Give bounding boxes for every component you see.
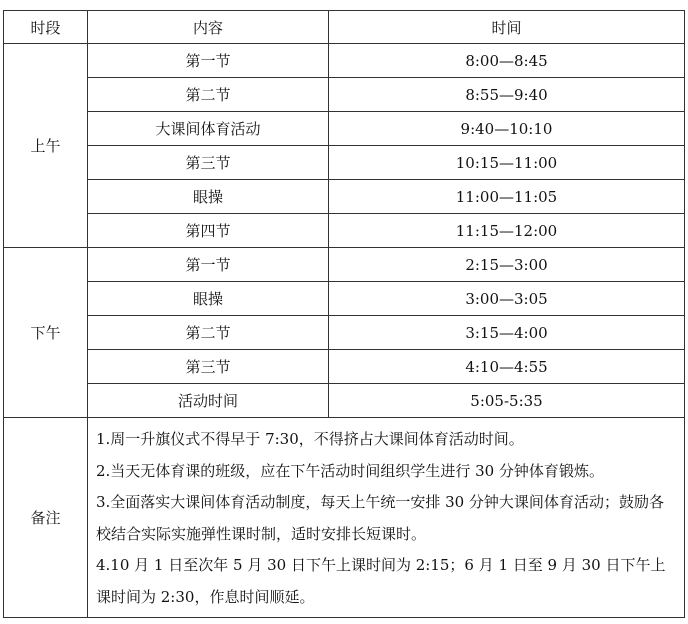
header-period: 时段 (4, 11, 88, 44)
time-cell: 11:00—11:05 (329, 180, 685, 214)
header-content: 内容 (88, 11, 329, 44)
content-cell: 第一节 (88, 44, 329, 78)
time-cell: 2:15—3:00 (329, 248, 685, 282)
time-cell: 8:00—8:45 (329, 44, 685, 78)
content-cell: 眼操 (88, 180, 329, 214)
note-item: 4.10 月 1 日至次年 5 月 30 日下午上课时间为 2:15；6 月 1 日至 9 月 30 日下午上课时间为 2:30，作息时间顺延。 (96, 556, 666, 606)
table-row (4, 44, 685, 78)
time-cell: 10:15—11:00 (329, 146, 685, 180)
note-item: 3.全面落实大课间体育活动制度，每天上午统一安排 30 分钟大课间体育活动；鼓励各校结合实际实施弹性课时制，适时安排长短课时。 (96, 493, 664, 543)
content-cell: 第四节 (88, 214, 329, 248)
table-row (4, 78, 685, 112)
time-cell: 3:00—3:05 (329, 282, 685, 316)
table-row (4, 248, 685, 282)
period-morning: 上午 (4, 44, 88, 248)
time-cell: 5:05-5:35 (329, 384, 685, 418)
table-row (4, 112, 685, 146)
content-cell: 眼操 (88, 282, 329, 316)
table-row (4, 282, 685, 316)
note-item: 2.当天无体育课的班级，应在下午活动时间组织学生进行 30 分钟体育锻炼。 (96, 461, 604, 480)
period-afternoon: 下午 (4, 248, 88, 418)
content-cell: 第一节 (88, 248, 329, 282)
content-cell: 第二节 (88, 78, 329, 112)
time-cell: 9:40—10:10 (329, 112, 685, 146)
table-row (4, 180, 685, 214)
table-row (4, 350, 685, 384)
content-cell: 第三节 (88, 350, 329, 384)
schedule-table (3, 10, 685, 618)
table-row (4, 384, 685, 418)
time-cell: 11:15—12:00 (329, 214, 685, 248)
time-cell: 3:15—4:00 (329, 316, 685, 350)
content-cell: 第二节 (88, 316, 329, 350)
time-cell: 4:10—4:55 (329, 350, 685, 384)
table-row (4, 316, 685, 350)
header-row (4, 11, 685, 44)
content-cell: 活动时间 (88, 384, 329, 418)
notes-cell (88, 418, 685, 618)
notes-row (4, 418, 685, 618)
content-cell: 第三节 (88, 146, 329, 180)
notes-label: 备注 (4, 418, 88, 618)
header-time: 时间 (329, 11, 685, 44)
note-item: 1.周一升旗仪式不得早于 7:30，不得挤占大课间体育活动时间。 (96, 430, 524, 448)
table-row (4, 214, 685, 248)
table-row (4, 146, 685, 180)
time-cell: 8:55—9:40 (329, 78, 685, 112)
content-cell: 大课间体育活动 (88, 112, 329, 146)
